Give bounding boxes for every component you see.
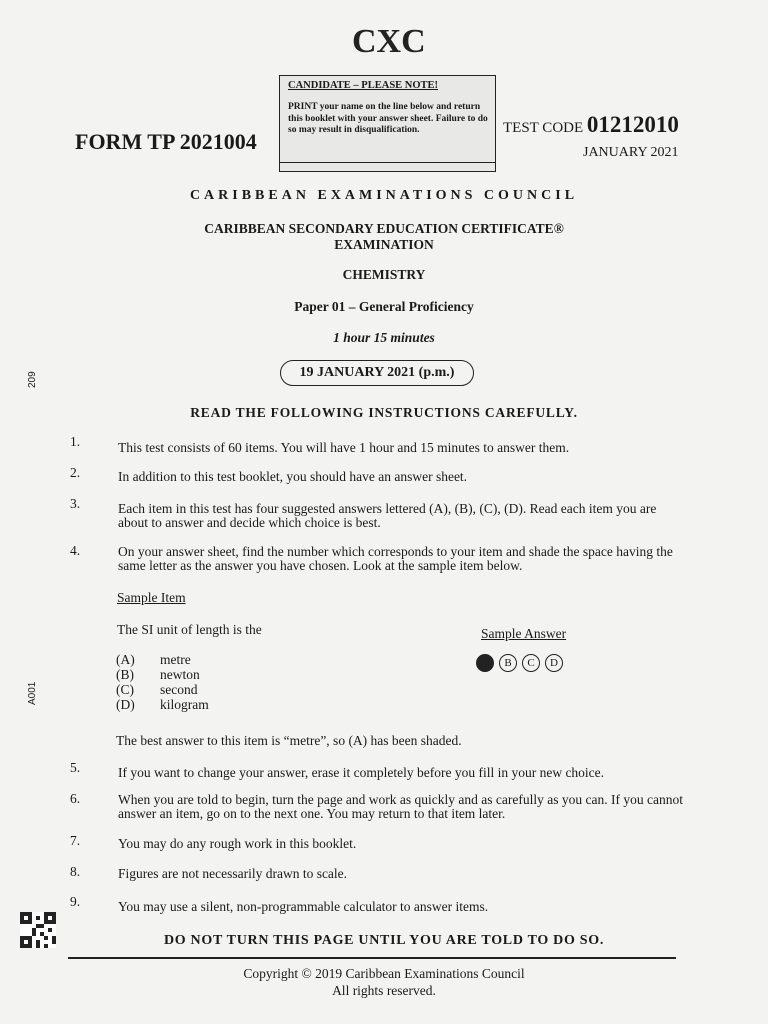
test-code-value: 01212010 bbox=[586, 112, 679, 137]
sample-option bbox=[116, 667, 200, 682]
sample-option bbox=[116, 697, 209, 712]
instructions-heading: READ THE FOLLOWING INSTRUCTIONS CAREFULLY. bbox=[190, 405, 578, 420]
test-code bbox=[503, 112, 679, 138]
notice-title: CANDIDATE – PLEASE NOTE! bbox=[288, 80, 439, 91]
answer-bubble-a: A bbox=[476, 654, 494, 672]
sample-option bbox=[116, 682, 198, 697]
sample-explanation: The best answer to this item is “metre”, so (A) has been shaded. bbox=[116, 733, 462, 748]
option-letter: (B) bbox=[116, 667, 134, 682]
instruction-number: 7. bbox=[70, 833, 81, 848]
option-text: second bbox=[160, 682, 198, 697]
certificate-line2: EXAMINATION bbox=[334, 237, 434, 252]
instruction-text: Each item in this test has four suggested answers lettered (A), (B), (C), (D). Read each item you are about to answer and decide which choice is best. bbox=[118, 501, 657, 530]
test-code-label: TEST CODE bbox=[503, 120, 584, 136]
instruction-number: 9. bbox=[70, 894, 81, 909]
council-name: CARIBBEAN EXAMINATIONS COUNCIL bbox=[189, 188, 579, 203]
subject: CHEMISTRY bbox=[342, 267, 426, 282]
exam-month: JANUARY 2021 bbox=[583, 145, 679, 160]
sample-answer-bubbles bbox=[476, 654, 568, 672]
candidate-notice bbox=[279, 75, 496, 172]
cxc-logo bbox=[350, 14, 426, 62]
logo-text: CXC bbox=[352, 23, 426, 60]
instruction-number: 2. bbox=[70, 465, 81, 480]
instruction-text: On your answer sheet, find the number which corresponds to your item and shade the space having the same letter as the answer you have chosen. Look at the sample item below. bbox=[118, 544, 673, 573]
footer-rule bbox=[68, 957, 676, 959]
notice-divider bbox=[280, 162, 495, 163]
exam-date: 19 JANUARY 2021 (p.m.) bbox=[280, 360, 474, 386]
instruction-text: You may do any rough work in this booklet. bbox=[118, 836, 357, 851]
option-letter: (C) bbox=[116, 682, 134, 697]
answer-bubble-d: D bbox=[545, 654, 563, 672]
answer-bubble-b: B bbox=[499, 654, 517, 672]
instruction-text: This test consists of 60 items. You will have 1 hour and 15 minutes to answer them. bbox=[118, 440, 570, 455]
copyright: Copyright © 2019 Caribbean Examinations Council bbox=[243, 966, 525, 981]
instruction-number: 3. bbox=[70, 496, 81, 511]
do-not-turn-warning: DO NOT TURN THIS PAGE UNTIL YOU ARE TOLD TO DO SO. bbox=[163, 933, 605, 948]
instruction-text: You may use a silent, non-programmable calculator to answer items. bbox=[118, 899, 489, 914]
instruction-number: 4. bbox=[70, 543, 81, 558]
side-code-a001: A001 bbox=[27, 681, 38, 705]
answer-bubble-c: C bbox=[522, 654, 540, 672]
paper-title: Paper 01 – General Proficiency bbox=[294, 299, 474, 314]
instruction-text: When you are told to begin, turn the page and work as quickly and as carefully as you can. If you cannot answer an item, go on to the next one. You may return to that item later. bbox=[118, 792, 683, 821]
option-text: kilogram bbox=[160, 697, 209, 712]
instruction-number: 8. bbox=[70, 864, 81, 879]
option-text: newton bbox=[160, 667, 200, 682]
instruction-number: 5. bbox=[70, 760, 81, 775]
option-letter: (A) bbox=[116, 652, 135, 667]
qr-code-icon bbox=[20, 912, 56, 948]
sample-answer-heading: Sample Answer bbox=[481, 626, 567, 641]
instruction-number: 6. bbox=[70, 791, 81, 806]
option-text: metre bbox=[160, 652, 191, 667]
sample-option bbox=[116, 652, 191, 667]
duration: 1 hour 15 minutes bbox=[333, 330, 435, 345]
certificate-line1: CARIBBEAN SECONDARY EDUCATION CERTIFICATE® bbox=[204, 221, 564, 236]
rights-reserved: All rights reserved. bbox=[332, 983, 436, 998]
option-letter: (D) bbox=[116, 697, 135, 712]
instruction-text: Figures are not necessarily drawn to scale. bbox=[118, 866, 348, 881]
side-code-209: 209 bbox=[27, 371, 38, 388]
instruction-text: If you want to change your answer, erase it completely before you fill in your new choice. bbox=[118, 765, 605, 780]
form-code: FORM TP 2021004 bbox=[75, 129, 257, 154]
instruction-text: In addition to this test booklet, you should have an answer sheet. bbox=[118, 469, 468, 484]
sample-question: The SI unit of length is the bbox=[117, 622, 262, 637]
instruction-number: 1. bbox=[70, 434, 81, 449]
notice-body: PRINT your name on the line below and return this booklet with your answer sheet. Failure to do so may result in disqualification. bbox=[288, 102, 488, 135]
sample-item-heading: Sample Item bbox=[117, 590, 186, 605]
